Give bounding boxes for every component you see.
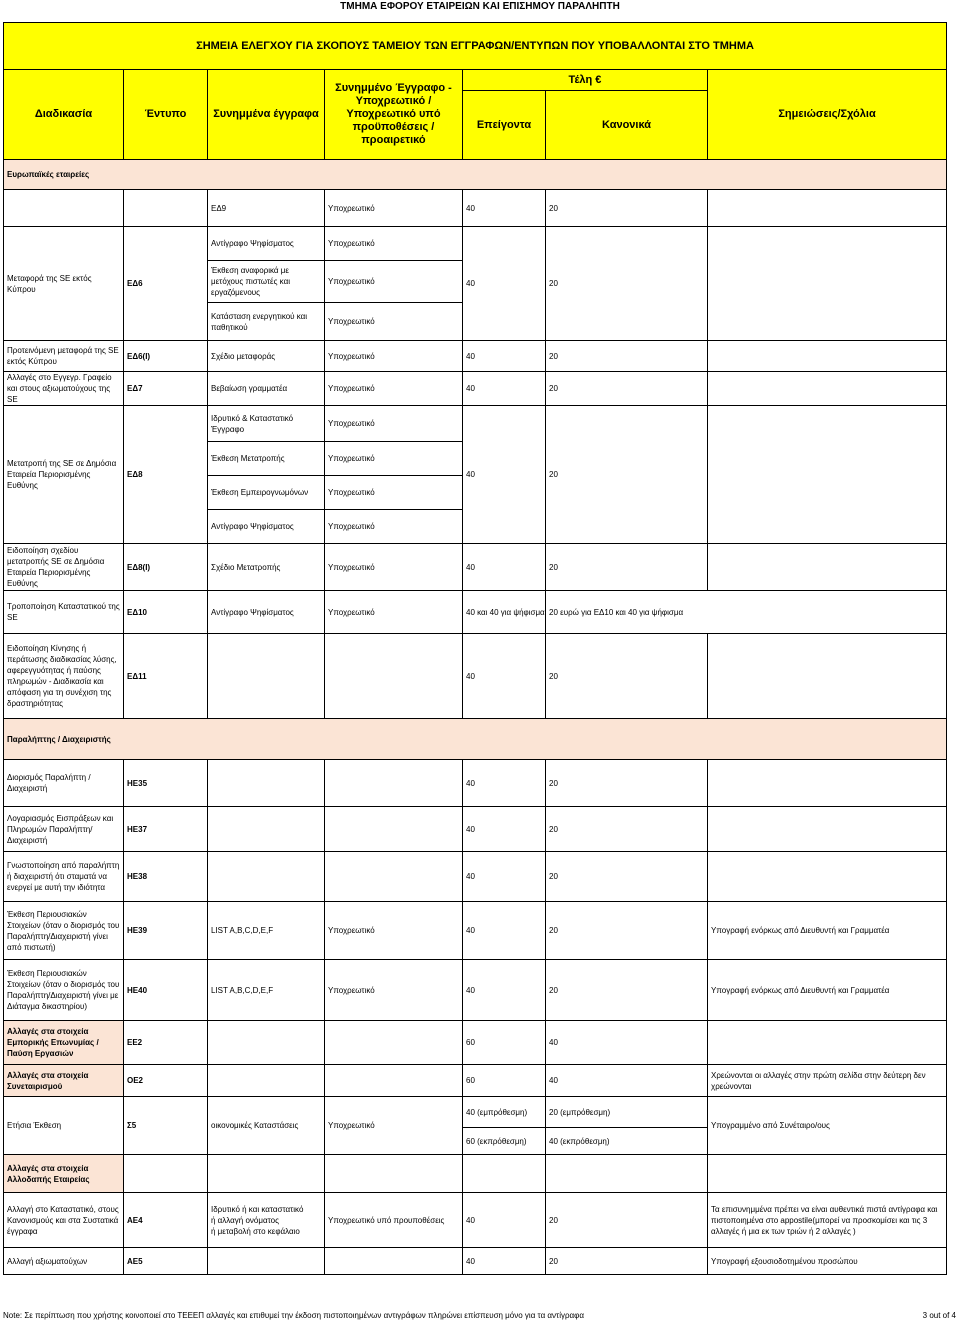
status-cell: Υποχρεωτικό (325, 341, 463, 372)
note-cell (708, 1155, 947, 1193)
urgent-fee: 40 και 40 για ψήφισμα (463, 591, 546, 634)
note-cell: Υπογραφή εξουσιοδοτημένου προσώπου (708, 1248, 947, 1275)
table-row (4, 591, 947, 634)
normal-fee: 20 (εμπρόθεσμη) (546, 1097, 708, 1128)
procedure-cell: Γνωστοποίηση από παραλήπτη ή διαχειριστή ότι σταματά να ενεργεί με αυτή την ιδιότητα (4, 852, 124, 902)
note-cell (708, 760, 947, 807)
urgent-fee: 40 (εμπρόθεσμη) (463, 1097, 546, 1128)
fees-table (3, 22, 947, 1275)
section-receiver (4, 719, 947, 760)
procedure-cell: Αλλαγές στα στοιχεία Συνεταιρισμού (4, 1065, 124, 1097)
footer (3, 1310, 956, 1321)
status-cell: Υποχρεωτικό (325, 591, 463, 634)
note-cell: Υπογραμμένο από Συνέταιρο/ους (708, 1097, 947, 1155)
col-attached: Συνημμένα έγγραφα (208, 70, 325, 160)
procedure-cell: Τροποποίηση Καταστατικού της SE (4, 591, 124, 634)
status-cell: Υποχρεωτικό (325, 476, 463, 510)
form-cell (124, 1155, 208, 1193)
table-row (4, 634, 947, 719)
doc-line: Ιδρυτικό ή και καταστατικό (211, 1204, 304, 1214)
urgent-fee: 40 (463, 1248, 546, 1275)
attached-doc: Αντίγραφο Ψηφίσματος (208, 591, 325, 634)
attached-doc: Αντίγραφο Ψηφίσματος (208, 227, 325, 261)
attached-doc (208, 807, 325, 852)
procedure-cell: Λογαριασμός Εισπράξεων και Πληρωμών Παραλήπτη/Διαχειριστή (4, 807, 124, 852)
table-row (4, 807, 947, 852)
note-cell (708, 341, 947, 372)
procedure-cell: Ετήσια Έκθεση (4, 1097, 124, 1155)
attached-doc (208, 1021, 325, 1065)
form-code: ΕΔ11 (124, 634, 208, 719)
procedure-cell: Ειδοποίηση Κίνησης ή περάτωσης διαδικασίας λύσης, αφερεγγυότητας ή παύσης πληρωμών - Διαδικασία και απόφαση για τη συνέχιση της δραστηριότητας (4, 634, 124, 719)
normal-fee: 20 ευρώ για ΕΔ10 και 40 για ψήφισμα (546, 591, 947, 634)
normal-fee (546, 1155, 708, 1193)
form-code: ΕΔ6(Ι) (124, 341, 208, 372)
status-cell (325, 852, 463, 902)
attached-doc: Σχέδιο μεταφοράς (208, 341, 325, 372)
normal-fee: 20 (546, 807, 708, 852)
procedure-cell: Αλλαγή αξιωματούχων (4, 1248, 124, 1275)
urgent-fee: 40 (463, 227, 546, 341)
urgent-fee: 40 (463, 807, 546, 852)
table-row (4, 227, 947, 261)
status-cell: Υποχρεωτικό (325, 372, 463, 406)
table-row (4, 1193, 947, 1248)
table-row (4, 760, 947, 807)
table-row (4, 1021, 947, 1065)
normal-fee: 20 (546, 190, 708, 227)
table-row (4, 852, 947, 902)
form-code: ΗΕ38 (124, 852, 208, 902)
attached-doc: Σχέδιο Μετατροπής (208, 544, 325, 591)
attached-doc (208, 1248, 325, 1275)
form-code: ΕΔ6 (124, 227, 208, 341)
procedure-cell: Έκθεση Περιουσιακών Στοιχείων (όταν ο διορισμός του Παραλήπτη/Διαχειριστή γίνει από πιστωτή) (4, 902, 124, 960)
form-code: ΗΕ37 (124, 807, 208, 852)
col-normal: Κανονικά (546, 91, 708, 160)
urgent-fee: 40 (463, 190, 546, 227)
attached-doc (208, 1155, 325, 1193)
attached-doc: Έκθεση Μετατροπής (208, 442, 325, 476)
table-row (4, 372, 947, 406)
urgent-fee: 40 (463, 634, 546, 719)
subtitle-row (4, 23, 947, 70)
note-cell (708, 227, 947, 341)
header-row-1 (4, 70, 947, 91)
urgent-fee: 40 (463, 341, 546, 372)
normal-fee: 40 (546, 1021, 708, 1065)
normal-fee: 20 (546, 406, 708, 544)
table-row (4, 1155, 947, 1193)
status-cell (325, 1021, 463, 1065)
status-cell: Υποχρεωτικό (325, 227, 463, 261)
procedure-cell: Αλλαγές στα στοιχεία Εμπορικής Επωνυμίας /Παύση Εργασιών (4, 1021, 124, 1065)
attached-doc (208, 1193, 325, 1248)
status-cell: Υποχρεωτικό (325, 303, 463, 341)
urgent-fee (463, 1155, 546, 1193)
urgent-fee: 40 (463, 852, 546, 902)
status-cell (325, 1155, 463, 1193)
normal-fee: 20 (546, 760, 708, 807)
normal-fee: 40 (546, 1065, 708, 1097)
form-cell (124, 190, 208, 227)
attached-doc: LIST A,B,C,D,E,F (208, 902, 325, 960)
col-form: Έντυπο (124, 70, 208, 160)
col-procedure: Διαδικασία (4, 70, 124, 160)
normal-fee: 20 (546, 634, 708, 719)
note-cell (708, 544, 947, 591)
note-cell: Υπογραφή ενόρκως από Διευθυντή και Γραμματέα (708, 960, 947, 1021)
status-cell: Υποχρεωτικό υπό προυποθέσεις (325, 1193, 463, 1248)
procedure-cell: Διορισμός Παραλήπτη / Διαχειριστή (4, 760, 124, 807)
urgent-fee: 40 (463, 902, 546, 960)
note-cell: Τα επισυνημμένα πρέπει να είναι αυθεντικά πιστά αντίγραφα και πιστοποιημένα στο appostile(μπορεί να προσκομίσει και τις 3 αλλαγές ή μια εκ των τριών ή 2 αλλαγές ) (708, 1193, 947, 1248)
attached-doc (208, 1065, 325, 1097)
form-code: ΗΕ35 (124, 760, 208, 807)
status-cell: Υποχρεωτικό (325, 1097, 463, 1155)
form-code: ΟΕ2 (124, 1065, 208, 1097)
normal-fee: 40 (εκπρόθεσμη) (546, 1128, 708, 1155)
status-cell (325, 634, 463, 719)
table-row (4, 960, 947, 1021)
attached-doc: Ιδρυτικό & Καταστατικό Έγγραφο (208, 406, 325, 442)
status-cell: Υποχρεωτικό (325, 544, 463, 591)
table-row (4, 1248, 947, 1275)
section-european (4, 160, 947, 190)
table-row (4, 544, 947, 591)
form-code: ΕΔ7 (124, 372, 208, 406)
normal-fee: 20 (546, 372, 708, 406)
note-cell (708, 1021, 947, 1065)
table-row (4, 406, 947, 442)
form-code: ΕΔ9 (208, 190, 325, 227)
form-code: ΕΔ8(Ι) (124, 544, 208, 591)
urgent-fee: 40 (463, 760, 546, 807)
form-code: ΑΕ5 (124, 1248, 208, 1275)
doc-line: ή αλλαγή ονόματος (211, 1215, 279, 1225)
col-attached-doc: Συνημμένο Έγγραφο - Υποχρεωτικό / Υποχρεωτικό υπό προϋποθέσεις / προαιρετικό (325, 70, 463, 160)
status-cell (325, 1248, 463, 1275)
status-cell: Υποχρεωτικό (325, 190, 463, 227)
normal-fee: 20 (546, 544, 708, 591)
status-cell: Υποχρεωτικό (325, 902, 463, 960)
procedure-cell: Αλλαγές στα στοιχεία Αλλοδαπής Εταιρείας (4, 1155, 124, 1193)
urgent-fee: 40 (463, 544, 546, 591)
form-code: ΕΕ2 (124, 1021, 208, 1065)
attached-doc: Αντίγραφο Ψηφίσματος (208, 510, 325, 544)
form-code: Σ5 (124, 1097, 208, 1155)
normal-fee: 20 (546, 902, 708, 960)
procedure-cell: Έκθεση Περιουσιακών Στοιχείων (όταν ο διορισμός του Παραλήπτη/Διαχειριστή γίνει με Διάταγμα δικαστηρίου) (4, 960, 124, 1021)
attached-doc: Έκθεση αναφορικά με μετόχους πιστωτές και εργαζόμενους (208, 261, 325, 303)
attached-doc: LIST A,B,C,D,E,F (208, 960, 325, 1021)
note-cell: Υπογραφή ενόρκως από Διευθυντή και Γραμματέα (708, 902, 947, 960)
col-urgent: Επείγοντα (463, 91, 546, 160)
status-cell: Υποχρεωτικό (325, 442, 463, 476)
status-cell (325, 1065, 463, 1097)
urgent-fee: 40 (463, 372, 546, 406)
note-cell: Χρεώνονται οι αλλαγές στην πρώτη σελίδα στην δεύτερη δεν χρεώνονται (708, 1065, 947, 1097)
status-cell (325, 760, 463, 807)
normal-fee: 20 (546, 1248, 708, 1275)
section-title: Ευρωπαϊκές εταιρείες (4, 160, 947, 190)
normal-fee: 20 (546, 1193, 708, 1248)
section-title: Παραλήπτης / Διαχειριστής (4, 719, 947, 760)
table-row (4, 341, 947, 372)
attached-doc (208, 852, 325, 902)
attached-doc: Έκθεση Εμπειρογνωμόνων (208, 476, 325, 510)
table-row (4, 190, 947, 227)
urgent-fee: 40 (463, 1193, 546, 1248)
procedure-cell (4, 190, 124, 227)
attached-doc (208, 634, 325, 719)
normal-fee: 20 (546, 852, 708, 902)
attached-doc: οικονομικές Καταστάσεις (208, 1097, 325, 1155)
col-fees: Τέλη € (463, 70, 708, 91)
form-code: ΕΔ8 (124, 406, 208, 544)
form-code: ΑΕ4 (124, 1193, 208, 1248)
normal-fee: 20 (546, 227, 708, 341)
doc-line: ή μεταβολή στο κεφάλαιο (211, 1226, 300, 1236)
procedure-cell: Αλλαγές στο Εγγεγρ. Γραφείο και στους αξιωματούχους της SE (4, 372, 124, 406)
normal-fee: 20 (546, 960, 708, 1021)
status-cell: Υποχρεωτικό (325, 406, 463, 442)
footer-note: Note: Σε περίπτωση που χρήστης κοινοποιεί στο ΤΕΕΕΠ αλλαγές και επιθυμεί την έκδοση πιστοποιημένων αντιγράφων πληρώνει επίσπευση μόνο για τα αντίγραφα (3, 1311, 584, 1320)
page-number: 3 out of 4 (922, 1311, 956, 1320)
status-cell: Υποχρεωτικό (325, 510, 463, 544)
table-row (4, 1097, 947, 1128)
page-title: ΤΜΗΜΑ ΕΦΟΡΟΥ ΕΤΑΙΡΕΙΩΝ ΚΑΙ ΕΠΙΣΗΜΟΥ ΠΑΡΑΛΗΠΤΗ (340, 1, 620, 12)
note-cell (708, 406, 947, 544)
urgent-fee: 40 (463, 960, 546, 1021)
form-code: ΗΕ40 (124, 960, 208, 1021)
urgent-fee: 40 (463, 406, 546, 544)
urgent-fee: 60 (463, 1021, 546, 1065)
note-cell (708, 190, 947, 227)
table-row (4, 1065, 947, 1097)
urgent-fee: 60 (εκπρόθεσμη) (463, 1128, 546, 1155)
note-cell (708, 372, 947, 406)
form-code: ΗΕ39 (124, 902, 208, 960)
col-notes: Σημειώσεις/Σχόλια (708, 70, 947, 160)
attached-doc: Κατάσταση ενεργητικού και παθητικού (208, 303, 325, 341)
normal-fee: 20 (546, 341, 708, 372)
procedure-cell: Ειδοποίηση σχεδίου μετατροπής SE σε Δημόσια Εταιρεία Περιορισμένης Ευθύνης (4, 544, 124, 591)
status-cell: Υποχρεωτικό (325, 261, 463, 303)
status-cell (325, 807, 463, 852)
procedure-cell: Μετατροπή της SE σε Δημόσια Εταιρεία Περιορισμένης Ευθύνης (4, 406, 124, 544)
note-cell (708, 807, 947, 852)
table-subtitle: ΣΗΜΕΙΑ ΕΛΕΓΧΟΥ ΓΙΑ ΣΚΟΠΟΥΣ ΤΑΜΕΙΟΥ ΤΩΝ ΕΓΓΡΑΦΩΝ/ΕΝΤΥΠΩΝ ΠΟΥ ΥΠΟΒΑΛΛΟΝΤΑΙ ΣΤΟ ΤΜΗΜΑ (4, 23, 947, 70)
procedure-cell: Προτεινόμενη μεταφορά της SE εκτός Κύπρου (4, 341, 124, 372)
status-cell: Υποχρεωτικό (325, 960, 463, 1021)
procedure-cell: Μεταφορά της SE εκτός Κύπρου (4, 227, 124, 341)
table-row (4, 902, 947, 960)
note-cell (708, 852, 947, 902)
urgent-fee: 60 (463, 1065, 546, 1097)
attached-doc (208, 760, 325, 807)
attached-doc: Βεβαίωση γραμματέα (208, 372, 325, 406)
form-code: ΕΔ10 (124, 591, 208, 634)
note-cell (708, 634, 947, 719)
procedure-cell: Αλλαγή στο Καταστατικό, στους Κανονισμούς και στα Συστατικά έγγραφα (4, 1193, 124, 1248)
